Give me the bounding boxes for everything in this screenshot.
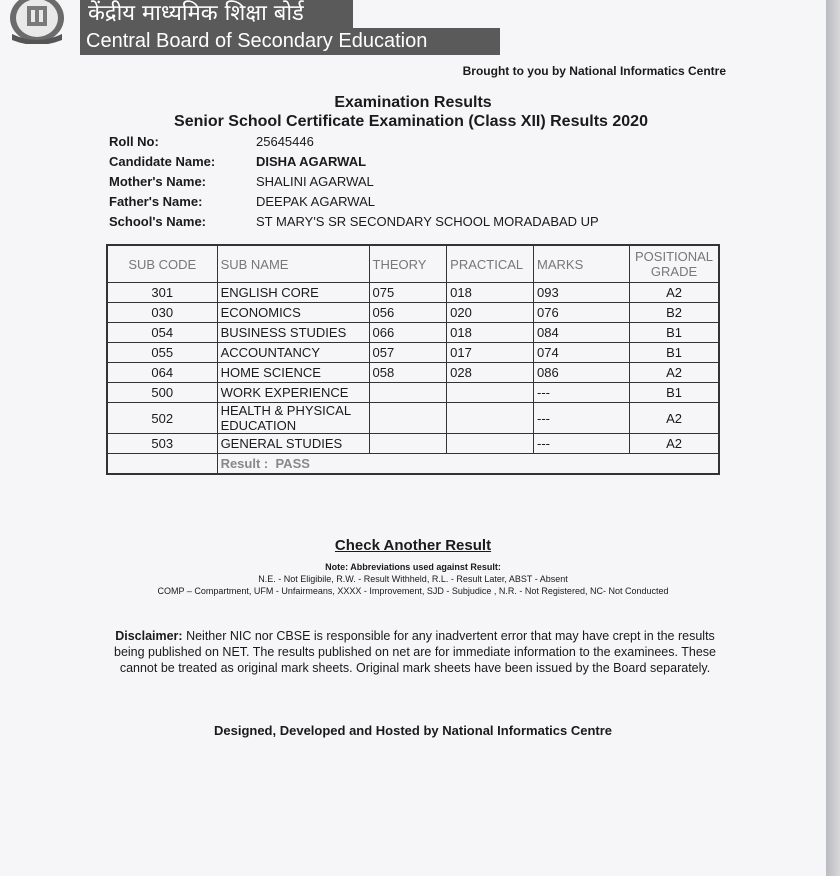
board-title: Central Board of Secondary Education	[80, 28, 500, 55]
cell-sub-code: 055	[107, 343, 217, 363]
cell-practical	[447, 403, 534, 434]
table-row	[107, 403, 719, 434]
header-sub-code: SUB CODE	[107, 245, 217, 283]
cell-sub-name: ENGLISH CORE	[217, 283, 369, 303]
header-sub-name: SUB NAME	[217, 245, 369, 283]
cell-practical	[447, 383, 534, 403]
cell-practical: 018	[447, 283, 534, 303]
disclaimer-label: Disclaimer:	[115, 629, 183, 643]
check-another-result-link[interactable]: Check Another Result	[334, 537, 492, 554]
table-row	[107, 383, 719, 403]
cell-sub-code: 301	[107, 283, 217, 303]
cell-marks: ---	[534, 434, 630, 454]
cell-marks: 074	[534, 343, 630, 363]
cell-sub-name: ACCOUNTANCY	[217, 343, 369, 363]
candidate-value: DISHA AGARWAL	[256, 154, 367, 169]
cell-grade: A2	[630, 363, 719, 383]
roll-value: 25645446	[256, 134, 314, 149]
cell-grade: A2	[630, 403, 719, 434]
table-row	[107, 283, 719, 303]
cell-sub-code: 500	[107, 383, 217, 403]
brought-by: Brought to you by National Informatics Centre	[462, 64, 726, 78]
exam-results-title: Examination Results	[334, 94, 492, 111]
table-row	[107, 343, 719, 363]
cell-sub-name: HOME SCIENCE	[217, 363, 369, 383]
cell-practical: 028	[447, 363, 534, 383]
note-title: Note: Abbreviations used against Result:	[325, 562, 501, 572]
cell-sub-name: ECONOMICS	[217, 303, 369, 323]
hindi-title: केंद्रीय माध्यमिक शिक्षा बोर्ड	[80, 0, 353, 28]
cell-marks: 076	[534, 303, 630, 323]
note-line-1: N.E. - Not Eligibile, R.W. - Result Withheld, R.L. - Result Later, ABST - Absent	[258, 574, 568, 584]
father-label: Father's Name:	[109, 194, 203, 209]
cell-sub-code: 054	[107, 323, 217, 343]
result-value: PASS	[275, 456, 310, 471]
table-row	[107, 434, 719, 454]
father-value: DEEPAK AGARWAL	[256, 194, 375, 209]
candidate-label: Candidate Name:	[109, 154, 216, 169]
disclaimer	[105, 628, 725, 676]
school-label: School's Name:	[109, 214, 207, 229]
cell-marks: 093	[534, 283, 630, 303]
header-positional-grade: POSITIONAL GRADE	[630, 245, 719, 283]
cell-theory: 058	[369, 363, 447, 383]
cell-grade: A2	[630, 283, 719, 303]
cell-theory: 057	[369, 343, 447, 363]
cell-grade: B2	[630, 303, 719, 323]
cell-sub-code: 064	[107, 363, 217, 383]
cell-marks: 086	[534, 363, 630, 383]
note-line-2: COMP – Compartment, UFM - Unfairmeans, XXXX - Improvement, SJD - Subjudice , N.R. - Not Registered, NC- Not Conducted	[157, 586, 669, 596]
cell-practical: 017	[447, 343, 534, 363]
cell-sub-name: HEALTH & PHYSICAL EDUCATION	[217, 403, 369, 434]
result-row	[107, 454, 719, 475]
result-cell	[217, 454, 719, 475]
designed-by: Designed, Developed and Hosted by National Informatics Centre	[213, 723, 613, 738]
header-marks: MARKS	[534, 245, 630, 283]
cell-theory	[369, 383, 447, 403]
disclaimer-text: Neither NIC nor CBSE is responsible for any inadvertent error that may have crept in the results being published on NET. The results published on net are for immediate information to the examinees. These cannot be treated as original mark sheets. Original mark sheets have been issued by the Board separately.	[114, 629, 716, 675]
cell-sub-name: BUSINESS STUDIES	[217, 323, 369, 343]
cell-marks: 084	[534, 323, 630, 343]
results-table	[106, 244, 720, 475]
cell-sub-name: WORK EXPERIENCE	[217, 383, 369, 403]
cell-sub-code: 502	[107, 403, 217, 434]
exam-name-title: Senior School Certificate Examination (Class XII) Results 2020	[174, 113, 648, 130]
cell-grade: A2	[630, 434, 719, 454]
cbse-logo-icon	[8, 0, 66, 44]
roll-label: Roll No:	[109, 134, 159, 149]
cell-marks: ---	[534, 403, 630, 434]
table-row	[107, 323, 719, 343]
result-empty-cell	[107, 454, 217, 475]
cell-theory: 075	[369, 283, 447, 303]
cell-practical	[447, 434, 534, 454]
cell-theory	[369, 403, 447, 434]
header-theory: THEORY	[369, 245, 447, 283]
cell-practical: 020	[447, 303, 534, 323]
cell-sub-code: 030	[107, 303, 217, 323]
header-practical: PRACTICAL	[447, 245, 534, 283]
cell-theory: 056	[369, 303, 447, 323]
cell-sub-code: 503	[107, 434, 217, 454]
cell-sub-name: GENERAL STUDIES	[217, 434, 369, 454]
cell-grade: B1	[630, 343, 719, 363]
result-label: Result :	[220, 456, 269, 471]
cell-theory: 066	[369, 323, 447, 343]
cell-marks: ---	[534, 383, 630, 403]
table-header-row	[107, 245, 719, 283]
mother-label: Mother's Name:	[109, 174, 206, 189]
page-edge	[826, 0, 840, 876]
cell-theory	[369, 434, 447, 454]
mother-value: SHALINI AGARWAL	[256, 174, 374, 189]
cell-grade: B1	[630, 323, 719, 343]
school-value: ST MARY'S SR SECONDARY SCHOOL MORADABAD UP	[256, 214, 599, 229]
cell-practical: 018	[447, 323, 534, 343]
cell-grade: B1	[630, 383, 719, 403]
table-row	[107, 303, 719, 323]
table-row	[107, 363, 719, 383]
